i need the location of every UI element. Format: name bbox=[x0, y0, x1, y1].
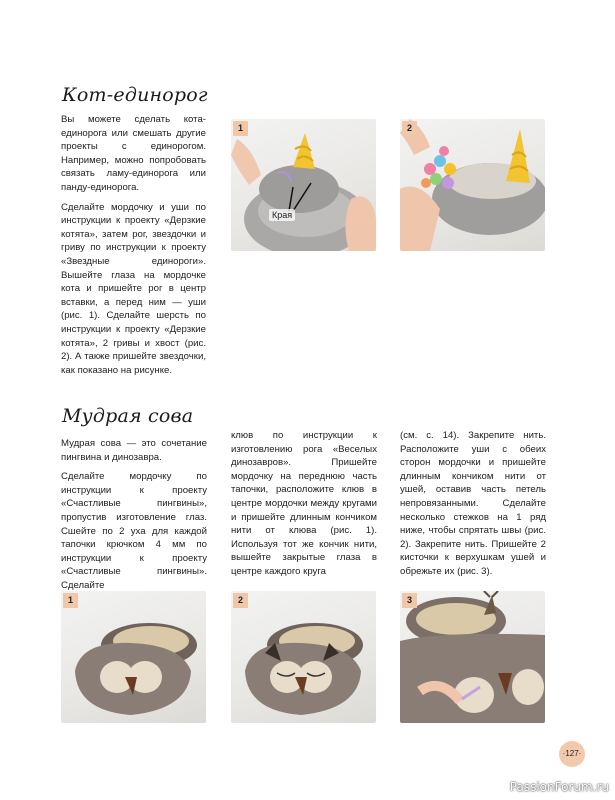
paragraph: Сделайте мордочку и уши по инструкции к проекту «Дерзкие котята», затем рог, звездочки и гриву по инструкции к проекту «Звездные единороги». Вышейте глаза на мордочке кота и пришейте рог в центр вставки, а перед ним — уши (рис. 1). Сделайте шерсть по инструкции к проекту «Дерзкие котята», 2 гривы и хвост (рис. 2). А также пришейте звездочки, как показано на рисунке. bbox=[61, 201, 206, 376]
paragraph: (см. с. 14). Закрепите нить. Расположите уши с обеих сторон мордочки и пришейте длинным кончиком нити от ушей, оставив часть петель непровязанными. Сделайте несколько стежков на 1 ряд ниже, чтобы спрятать швы (рис. 2). Закрепите нить. Пришейте 2 кисточки к верхушкам ушей и обрежьте их (рис. 3). bbox=[400, 430, 546, 577]
photo-owl-2 bbox=[231, 591, 376, 723]
slipper-photo-illustration bbox=[231, 119, 376, 251]
photo-cat-unicorn-2 bbox=[400, 119, 545, 251]
figure-number: 2 bbox=[402, 121, 417, 136]
section-title-cat-unicorn: Кот-единорог bbox=[62, 84, 208, 106]
paragraph: клюв по инструкции к изготовлению рога «Веселых динозавров». Пришейте мордочку на переднюю часть тапочки, расположите клюв в центре мордочки между кругами и пришейте длинным кончиком нити от клюва (рис. 1). Используя тот же кончик нити, вышейте закрытые глаза в центре каждого круга bbox=[231, 430, 377, 577]
page-number: ·127· bbox=[559, 741, 585, 767]
slipper-photo-illustration bbox=[400, 119, 545, 251]
photo-owl-1 bbox=[61, 591, 206, 723]
section2-col1 bbox=[61, 437, 207, 599]
figure-number: 3 bbox=[402, 593, 417, 608]
paragraph: Сделайте мордочку по инструкции к проекту «Счастливые пингвины», пропустив изготовление глаз. Сшейте по 2 уха для каждой тапочки крючком 4 мм по инструкции к проекту «Счастливые пингвины». Сделайте bbox=[61, 471, 207, 591]
paragraph: Мудрая сова — это сочетание пингвина и динозавра. bbox=[61, 438, 207, 463]
photo-owl-3 bbox=[400, 591, 545, 723]
watermark-text: PassionForum.ru bbox=[509, 780, 609, 794]
figure-number: 1 bbox=[63, 593, 78, 608]
figure-number: 2 bbox=[233, 593, 248, 608]
figure-number: 1 bbox=[233, 121, 248, 136]
section2-col2 bbox=[231, 429, 377, 585]
owl-slipper-illustration bbox=[400, 591, 545, 723]
owl-slipper-illustration bbox=[61, 591, 206, 723]
owl-slipper-illustration bbox=[231, 591, 376, 723]
section2-col3 bbox=[400, 429, 546, 585]
section-title-wise-owl: Мудрая сова bbox=[62, 405, 194, 427]
section1-text bbox=[61, 113, 206, 383]
annotation-label: Края bbox=[269, 209, 295, 221]
photo-cat-unicorn-1 bbox=[231, 119, 376, 251]
paragraph: Вы можете сделать кота-единорога или смешать другие проекты с единорогом. Например, можно попробовать связать ламу-единорога или панду-единорога. bbox=[61, 114, 206, 193]
